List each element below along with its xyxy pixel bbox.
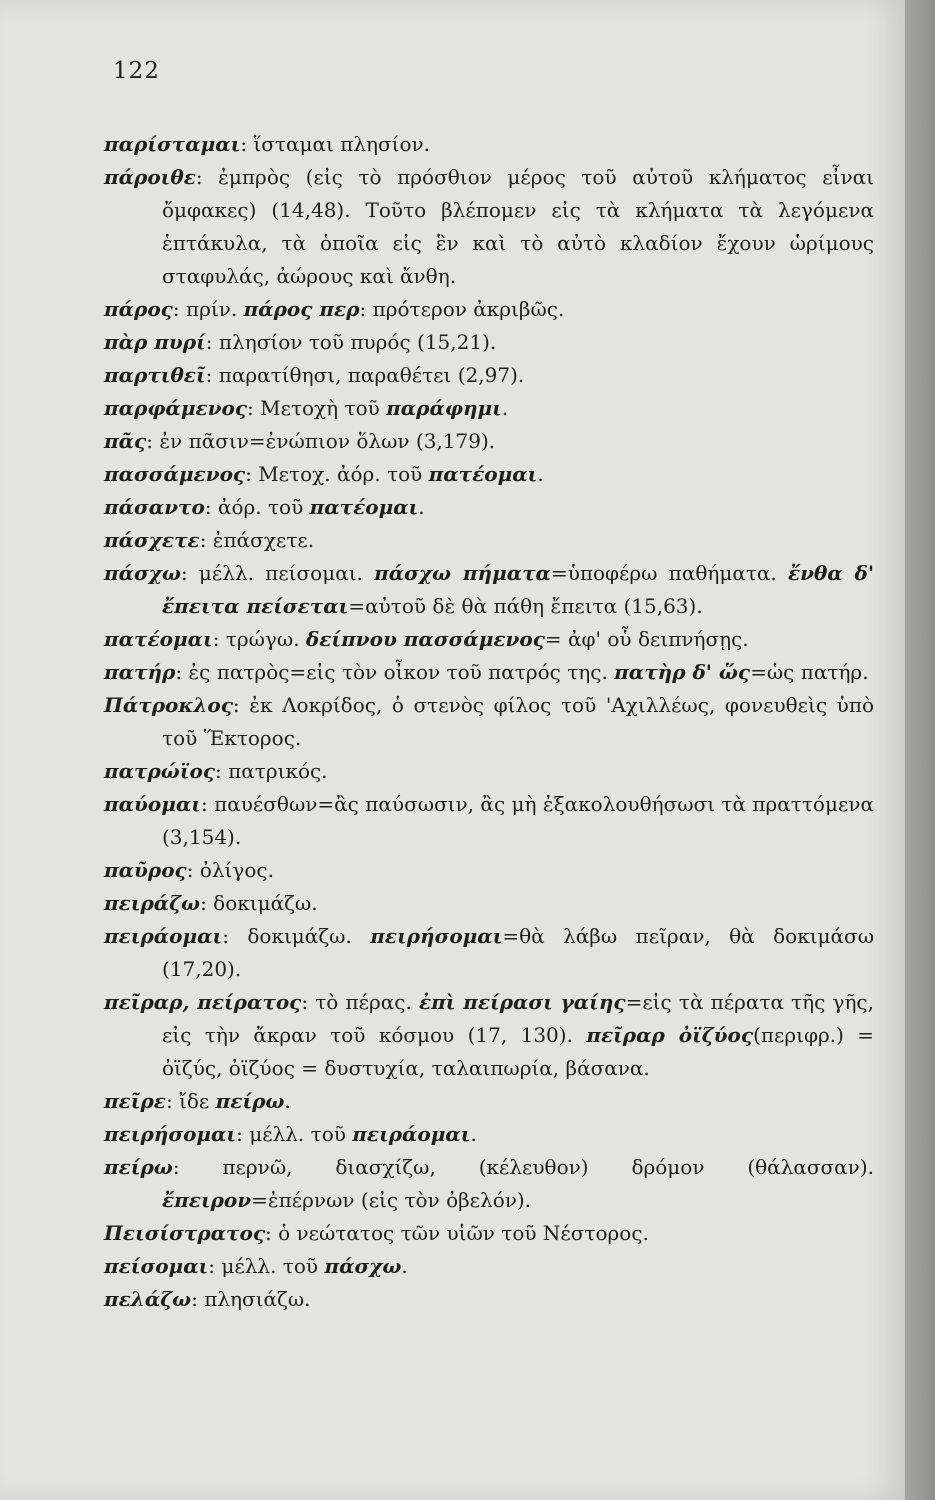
headword: παρφάμενος	[104, 396, 248, 420]
definition: : δοκιμάζω.	[222, 924, 352, 948]
definition: .	[401, 1254, 408, 1278]
glossary-entry	[104, 161, 874, 293]
headword: πειράομαι	[104, 924, 223, 948]
glossary-entry	[104, 1118, 874, 1151]
headword: πατρώϊος	[104, 759, 216, 783]
definition: : μέλλ. τοῦ	[236, 1122, 346, 1146]
definition: .	[537, 462, 544, 486]
definition: : τὸ πέρας.	[301, 990, 412, 1014]
definition: .	[418, 495, 425, 519]
glossary-entry	[104, 557, 874, 623]
headword: πάσχω πήματα	[374, 561, 551, 585]
definition: : πατρικός.	[215, 759, 328, 783]
headword: παύομαι	[104, 792, 201, 816]
headword: πάσχω	[104, 561, 181, 585]
glossary-entry	[104, 689, 874, 755]
glossary-entry	[104, 524, 874, 557]
headword: ἐπὶ πείρασι γαίης	[418, 990, 626, 1014]
definition: : παυέσθων=ἂς παύσωσιν, ἂς μὴ ἐξακολουθήσωσι τὰ πραττόμενα (3,154).	[162, 792, 874, 849]
definition: : ἐπάσχετε.	[199, 528, 315, 552]
definition: =αὐτοῦ δὲ θὰ πάθη ἔπειτα (15,63).	[348, 594, 703, 618]
headword: πασσάμενος	[104, 462, 246, 486]
glossary-entries	[104, 128, 874, 1316]
glossary-entry	[104, 1283, 874, 1316]
definition: .	[470, 1122, 477, 1146]
glossary-entry	[104, 359, 874, 392]
headword: πελάζω	[104, 1287, 192, 1311]
definition: : ἐμπρὸς (εἰς τὸ πρόσθιον μέρος τοῦ αὐτοῦ κλήματος εἶναι ὄμφακες) (14,48). Τοῦτο βλέπομεν εἰς τὰ κλήματα τὰ λεγόμενα ἑπτάκυλα, τὰ ὁποῖα εἰς ἓν καὶ τὸ αὐτὸ κλαδίον ἔχουν ὡρίμους σταφυλάς, ἀώρους καὶ ἄνθη.	[162, 165, 874, 288]
headword: πάσχετε	[104, 528, 200, 552]
headword: πεῖραρ, πείρατος	[104, 990, 302, 1014]
headword: πατὴρ δ' ὥς	[614, 660, 751, 684]
definition: : πλησιάζω.	[191, 1287, 311, 1311]
headword: πεῖρε	[104, 1089, 166, 1113]
definition: : πλησίον τοῦ πυρός (15,21).	[205, 330, 497, 354]
headword: πάρος περ	[243, 297, 360, 321]
glossary-entry	[104, 425, 874, 458]
glossary-entry	[104, 986, 874, 1085]
definition: : ὀλίγος.	[186, 858, 274, 882]
headword: πείρω	[104, 1155, 173, 1179]
definition: : Μετοχὴ τοῦ	[247, 396, 380, 420]
glossary-entry	[104, 1151, 874, 1217]
definition: : τρώγω.	[212, 627, 300, 651]
glossary-entry	[104, 788, 874, 854]
headword: πάροιθε	[104, 165, 196, 189]
glossary-entry	[104, 458, 874, 491]
definition: : μέλλ. τοῦ	[208, 1254, 319, 1278]
headword: ἔπειρον	[162, 1188, 252, 1212]
definition: : Μετοχ. ἀόρ. τοῦ	[245, 462, 423, 486]
page-number: 122	[113, 58, 160, 84]
definition: : ἀόρ. τοῦ	[204, 495, 304, 519]
headword: Πεισίστρατος	[104, 1221, 266, 1245]
definition: =ἐπέρνων (εἰς τὸν ὀβελόν).	[251, 1188, 532, 1212]
headword: πεῖραρ ὀϊζύος	[586, 1023, 754, 1047]
headword: πατήρ	[104, 660, 176, 684]
headword: πατέομαι	[428, 462, 538, 486]
headword: παρτιθεῖ	[104, 363, 206, 387]
headword: πειρήσομαι	[104, 1122, 237, 1146]
headword: παῦρος	[104, 858, 187, 882]
definition: : πρότερον ἀκριβῶς.	[359, 297, 565, 321]
headword: δείπνου πασσάμενος	[305, 627, 545, 651]
headword: ἔνθα δ' ἔπειτα πείσεται	[162, 561, 875, 618]
headword: παρίσταμαι	[104, 132, 241, 156]
facing-page-edge	[905, 0, 935, 1500]
headword: πειράζω	[104, 891, 201, 915]
definition: =ὑποφέρω παθήματα.	[550, 561, 777, 585]
definition: : ἴδε	[165, 1089, 210, 1113]
glossary-entry	[104, 623, 874, 656]
definition: .	[284, 1089, 291, 1113]
glossary-entry	[104, 920, 874, 986]
definition: : ἐκ Λοκρίδος, ὁ στενὸς φίλος τοῦ 'Αχιλλέως, φονευθεὶς ὑπὸ τοῦ Ἕκτορος.	[162, 693, 874, 750]
glossary-entry	[104, 656, 874, 689]
definition: (περιφρ.) = ὀϊζύς, ὀϊζύος = δυστυχία, ταλαιπωρία, βάσανα.	[162, 1023, 875, 1080]
definition: =θὰ λάβω πεῖραν, θὰ δοκιμάσω (17,20).	[162, 924, 875, 981]
headword: πειράομαι	[352, 1122, 471, 1146]
glossary-entry	[104, 293, 874, 326]
definition: .	[501, 396, 509, 420]
definition: : παρατίθησι, παραθέτει (2,97).	[205, 363, 525, 387]
headword: πὰρ πυρί	[104, 330, 206, 354]
definition: =ὡς πατήρ.	[750, 660, 869, 684]
definition: : μέλλ. πείσομαι.	[180, 561, 363, 585]
definition: : πρίν.	[172, 297, 238, 321]
glossary-entry	[104, 755, 874, 788]
glossary-entry	[104, 326, 874, 359]
headword: Πάτροκλος	[104, 693, 233, 717]
glossary-entry	[104, 1217, 874, 1250]
glossary-entry	[104, 392, 874, 425]
definition: : περνῶ, διασχίζω, (κέλευθον) δρόμον (θάλασσαν).	[172, 1155, 874, 1179]
headword: πειρήσομαι	[370, 924, 503, 948]
headword: πείσομαι	[104, 1254, 209, 1278]
definition: : ἐς πατρὸς=εἰς τὸν οἶκον τοῦ πατρός της.	[175, 660, 608, 684]
definition: = ἀφ' οὗ δειπνήσῃς.	[544, 627, 749, 651]
glossary-entry	[104, 1085, 874, 1118]
glossary-entry	[104, 491, 874, 524]
definition: : δοκιμάζω.	[200, 891, 318, 915]
definition: : ὁ νεώτατος τῶν υἱῶν τοῦ Νέστορος.	[265, 1221, 649, 1245]
glossary-entry	[104, 854, 874, 887]
definition: =εἰς τὰ πέρατα τῆς γῆς, εἰς τὴν ἄκραν τοῦ κόσμου (17, 130).	[162, 990, 874, 1047]
headword: πατέομαι	[309, 495, 419, 519]
glossary-entry	[104, 887, 874, 920]
headword: πάρος	[104, 297, 173, 321]
glossary-entry	[104, 128, 874, 161]
headword: πάσχω	[324, 1254, 402, 1278]
definition: : ἐν πᾶσιν=ἐνώπιον ὅλων (3,179).	[146, 429, 496, 453]
glossary-entry	[104, 1250, 874, 1283]
headword: πᾶς	[104, 429, 147, 453]
headword: πάσαντο	[104, 495, 205, 519]
headword: πείρω	[215, 1089, 285, 1113]
headword: πατέομαι	[104, 627, 213, 651]
headword: παράφημι	[386, 396, 502, 420]
definition: : ἵσταμαι πλησίον.	[240, 132, 431, 156]
